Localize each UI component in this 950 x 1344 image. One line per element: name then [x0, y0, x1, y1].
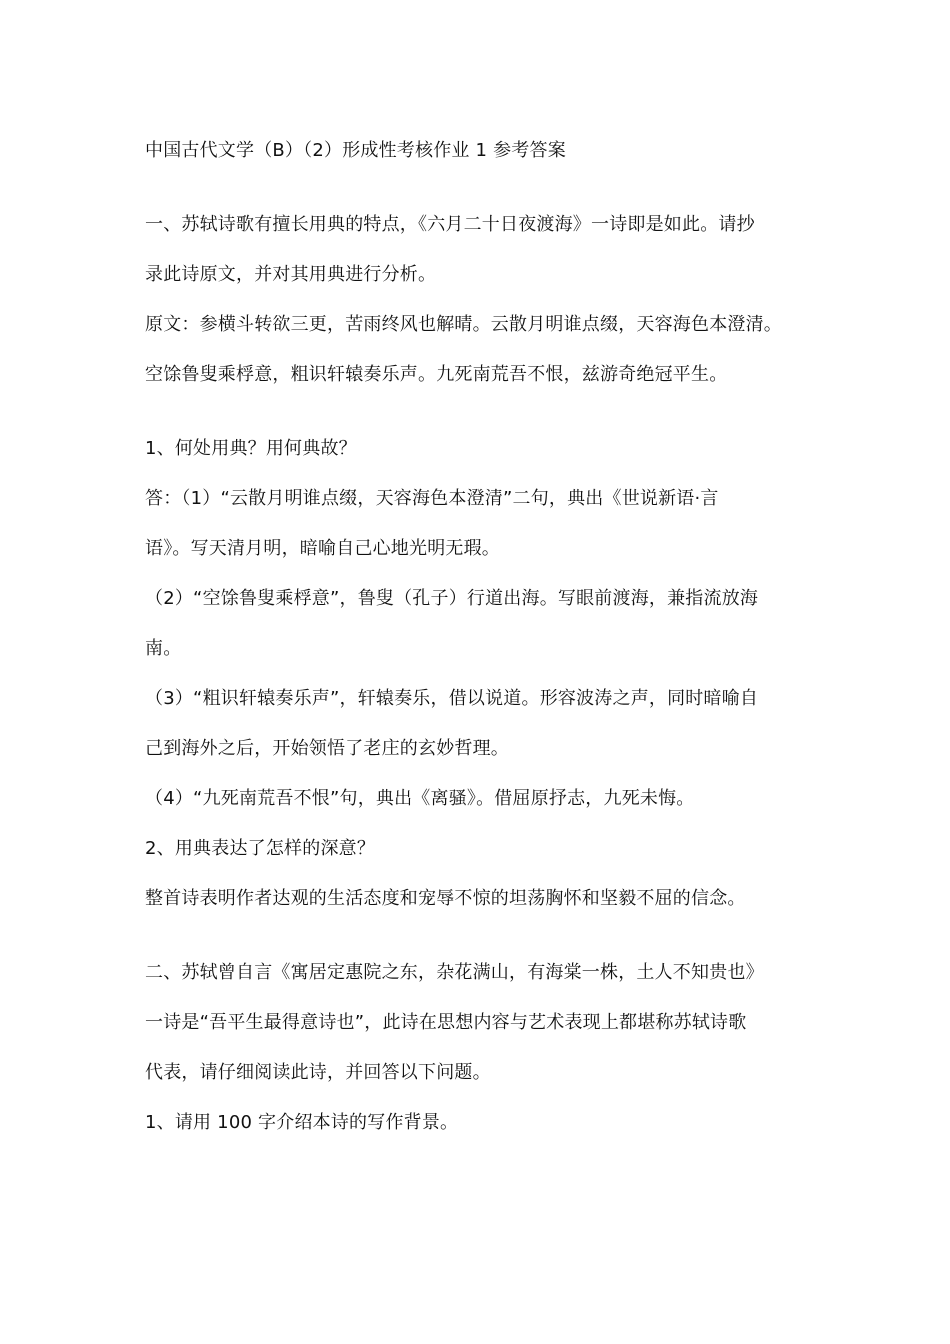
q1-answer3-line-1: （3）“粗识轩辕奏乐声”，轩辕奏乐，借以说道。形容波涛之声，同时暗喻自 [145, 688, 759, 709]
q2-prompt-line-1: 二、苏轼曾自言《寓居定惠院之东，杂花满山，有海棠一株，土人不知贵也》 [145, 962, 764, 983]
q1-answer2-line-1: （2）“空馀鲁叟乘桴意”，鲁叟（孔子）行道出海。写眼前渡海，兼指流放海 [145, 588, 759, 609]
q1-prompt-line-2: 录此诗原文，并对其用典进行分析。 [145, 264, 437, 285]
q1-prompt-line-1: 一、苏轼诗歌有擅长用典的特点，《六月二十日夜渡海》一诗即是如此。请抄 [145, 214, 755, 235]
q2-sub1-title: 1、请用 100 字介绍本诗的写作背景。 [145, 1112, 459, 1133]
q1-answer3-line-2: 己到海外之后，开始领悟了老庄的玄妙哲理。 [145, 738, 509, 759]
q1-sub2-title: 2、用典表达了怎样的深意？ [145, 838, 376, 859]
q1-answer4: （4）“九死南荒吾不恨”句，典出《离骚》。借屈原抒志，九死未悔。 [145, 788, 695, 809]
q1-original-line-2: 空馀鲁叟乘桴意，粗识轩辕奏乐声。九死南荒吾不恨，兹游奇绝冠平生。 [145, 364, 728, 385]
q1-sub1-title: 1、何处用典？用何典故？ [145, 438, 357, 459]
document-title: 中国古代文学（B）（2）形成性考核作业 1 参考答案 [145, 140, 566, 161]
q1-answer1-line-1: 答：（1）“云散月明谁点缀，天容海色本澄清”二句，典出《世说新语·言 [145, 488, 719, 509]
q1-answer2-line-2: 南。 [145, 638, 182, 659]
q2-prompt-line-2: 一诗是“吾平生最得意诗也”，此诗在思想内容与艺术表现上都堪称苏轼诗歌 [145, 1012, 747, 1033]
q1-sub2-answer: 整首诗表明作者达观的生活态度和宠辱不惊的坦荡胸怀和坚毅不屈的信念。 [145, 888, 746, 909]
q2-prompt-line-3: 代表，请仔细阅读此诗，并回答以下问题。 [145, 1062, 491, 1083]
q1-answer1-line-2: 语》。写天清月明，暗喻自己心地光明无瑕。 [145, 538, 500, 559]
q1-original-line-1: 原文：参横斗转欲三更，苦雨终风也解晴。云散月明谁点缀，天容海色本澄清。 [145, 314, 782, 335]
